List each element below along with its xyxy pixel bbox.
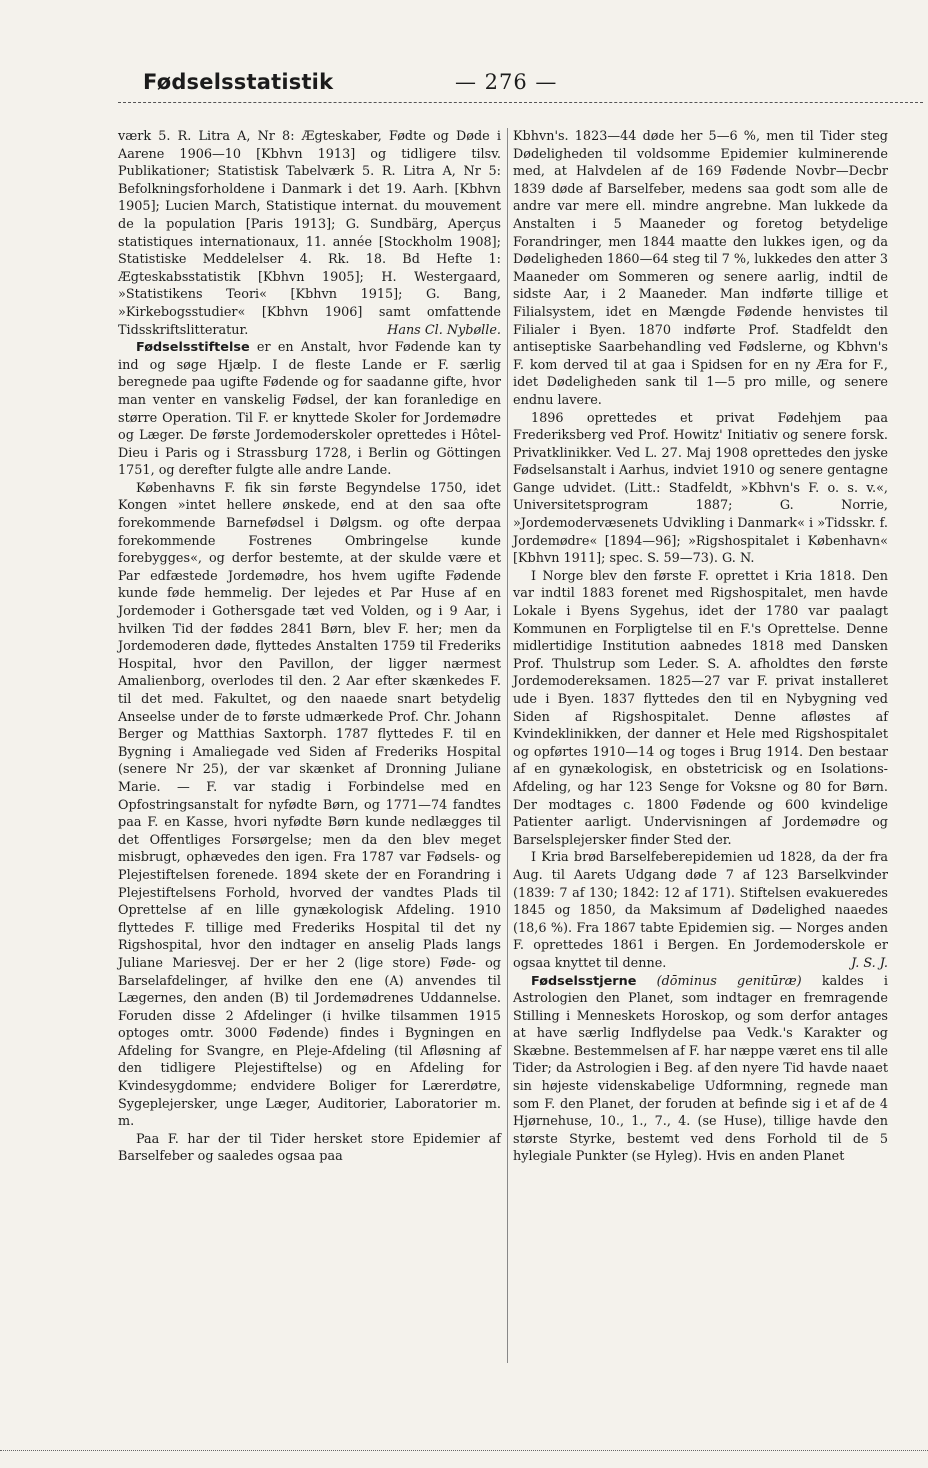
entry-foedselsstjerne (513, 973, 888, 1167)
left-column (118, 128, 501, 1166)
entry-text: kaldes i Astrologien den Planet, som indtager en fremragende Stilling i Menneskets Horoskop, og som derfor antages at have særlig Indflydelse paa Vedk.'s Karakter og Skæbne. Bestemmelsen af F. har næppe været ens til alle Tider; da Astrologien i Beg. af den nyere Tid havde naaet sin højeste videnskabelige Udformning, regnede man som F. den Planet, der foruden at befinde sig i et af de 4 Hjørnehuse, 10., 1., 7., 4. (se Huse), tillige havde den største Styrke, bestemt ved dens Forhold til de 5 hylegiale Punkter (se Hyleg). Hvis en anden Planet (513, 973, 888, 1165)
author-signature: Hans Cl. Nybølle. (387, 322, 501, 338)
header-rule (118, 102, 923, 103)
right-column (513, 128, 888, 1166)
paragraph-foedehjem: 1896 oprettedes et privat Fødehjem paa Frederiksberg ved Prof. Howitz' Initiativ og senere forsk. Privatklinikker. Ved L. 27. Maj 1908 oprettedes den jyske Fødselsanstalt i Aarhus, indviet 1910 og senere gentagne Gange udvidet. (Litt.: Stadfeldt, »Kbhvn's F. o. s. v.«, Universitetsprogram 1887; G. Norrie, »Jordemodervæsenets Udvikling i Danmark« i »Tidsskr. f. Jordemødre« [1894—96]; »Rigshospitalet i København« [Kbhvn 1911]; spec. S. 59—73). G. N. (513, 410, 888, 567)
paragraph-epidemier: Paa F. har der til Tider hersket store Epidemier af Barselfeber og saaledes ogsaa paa (118, 1131, 501, 1165)
column-divider (507, 128, 508, 1363)
entry-text: er en Anstalt, hvor Fødende kan ty ind og søge Hjælp. I de fleste Lande er F. særlig beregnede paa ugifte Fødende og for saadanne gifte, hvor man venter en vanskelig Fødsel, der kan foranledige en større Operation. Til F. er knyttede Skoler for Jordemødre og Læger. De første Jordemoderskoler oprettedes i Hôtel-Dieu i Paris og i Strassburg 1728, i Berlin og Göttingen 1751, og derefter fulgte alle andre Lande. (118, 340, 502, 479)
paragraph-koebenhavn: Københavns F. fik sin første Begyndelse 1750, idet Kongen »intet hellere ønskede, end at den saa ofte forekommende Barnefødsel i Dølgsm. og ofte derpaa forekommende Fostrenes Ombringelse kunde forebygges«, og derfor bestemte, at der skulde være et Par edfæstede Jordemødre, hos hvem ugifte Fødende kunde føde hemmelig. Der lejedes et Par Huse af en Jordemoder i Gothersgade tæt ved Volden, og i 9 Aar, i hvilken Tid der føddes 2841 Børn, blev F. her; men da Jordemoderen døde, flyttedes Anstalten 1759 til Frederiks Hospital, hvor den Pavillon, der ligger nærmest Amalienborg, overlodes til den. 2 Aar efter skænkedes F. til det med. Fakultet, og den naaede snart betydelig Anseelse under de to første udmærkede Prof. Chr. Johann Berger og Matthias Saxtorph. 1787 flyttedes F. til en Bygning i Amaliegade ved Siden af Frederiks Hospital (senere Nr 25), der var skænket af Dronning Juliane Marie. — F. var stadig i Forbindelse med en Opfostringsanstalt for nyfødte Børn, og 1771—74 fandtes paa F. en Kasse, hvori nyfødte Børn kunde nedlægges til det Offentliges Forsørgelse; men da den blev meget misbrugt, ophævedes den igen. Fra 1787 var Fødsels- og Plejestiftelsen forenede. 1894 skete der en Forandring i Plejestiftelsens Forhold, hvorved der vandtes Plads til Oprettelse af en lille gynækologisk Afdeling. 1910 flyttedes F. tillige med Frederiks Hospital til det ny Rigshospital, hvor den indtager en anselig Plads langs Juliane Mariesvej. Der er her 2 (lige store) Føde- og Barselafdelinger, af hvilke den ene (A) anvendes til Lægernes, den anden (B) til Jordemødrenes Uddannelse. Foruden disse 2 Afdelinger (i hvilke tilsammen 1915 optoges omtr. 3000 Fødende) findes i Bygningen en Afdeling for Svangre, en Pleje-Afdeling (til Afløsning af den tidligere Plejestiftelse) og en Afdeling for Kvindesygdomme; endvidere Boliger for Lærerdøtre, Sygeplejersker, unge Læger, Auditorier, Laboratorier m. m. (118, 480, 501, 1130)
author-signature: J. S. J. (851, 955, 888, 971)
bottom-border (0, 1450, 928, 1451)
page-number: — 276 — (455, 70, 558, 94)
paragraph-kria-text: I Kria brød Barselfeberepidemien ud 1828, da der fra Aug. til Aarets Udgang døde 7 af 123 Barselkvinder (1839: 7 af 130; 1842: 12 af 171). Stiftelsen evakueredes 1845 og 1850, da Maksimum af Dødelighed naaedes (18,6 %). Fra 1867 tabte Epidemien sig. — Norges anden F. oprettedes 1861 i Bergen. En Jordemoderskole er ogsaa knyttet til denne. (513, 850, 888, 971)
running-header-title: Fødselsstatistik (143, 70, 334, 94)
entry-foedselsstiftelse (118, 339, 501, 480)
entry-keyword: Fødselsstjerne (531, 973, 637, 989)
entry-keyword: Fødselsstiftelse (136, 340, 250, 356)
entry-latin-term: (dōminus genitūræ) (656, 973, 802, 989)
paragraph-norge: I Norge blev den første F. oprettet i Kria 1818. Den var indtil 1883 forenet med Rigshospitalet, men havde Lokale i Byens Sygehus, idet der 1780 var paalagt Kommunen en Forpligtelse til en F.'s Oprettelse. Denne midlertidige Institution aabnedes 1818 med Dansken Prof. Thulstrup som Leder. S. A. afholdtes den første Jordemodereksamen. 1825—27 var F. privat installeret ude i Byen. 1837 flyttedes den til en Nybygning ved Siden af Rigshospitalet. Denne afløstes af Kvindeklinikken, der danner et Hele med Rigshospitalet og opførtes 1910—14 og toges i Brug 1914. Den bestaar af en gynækologisk, en obstetricisk og en Isolations-Afdeling, og har 123 Senge for Voksne og 80 for Børn. Der modtages c. 1800 Fødende og 600 kvindelige Patienter aarligt. Undervisningen af Jordemødre og Barselsplejersker finder Sted der. (513, 568, 888, 848)
paragraph-doedelighed: Kbhvn's. 1823—44 døde her 5—6 %, men til Tider steg Dødeligheden til voldsomme Epidemier kulminerende med, at Halvdelen af de 169 Fødende Novbr—Decbr 1839 døde af Barselfeber, medens saa godt som alle de andre var mere ell. mindre angrebne. Man lukkede da Anstalten i 5 Maaneder og foretog betydelige Forandringer, men 1844 maatte den lukkes igen, og da Dødeligheden 1860—64 steg til 7 %, lukkedes den atter 3 Maaneder om Sommeren og senere aarlig, indtil de sidste Aar, i 2 Maaneder. Man indførte tillige et Filialsystem, idet en Mængde Fødende henvistes til Filialer i Byen. 1870 indførte Prof. Stadfeldt den antiseptiske Saarbehandling ved Fødslerne, og Kbhvn's F. kom derved til at gaa i Spidsen for en ny Æra for F., idet Dødeligheden sank til 1—5 pro mille, og senere endnu lavere. (513, 129, 888, 408)
paragraph-kria (513, 849, 888, 972)
bibliography-paragraph (118, 128, 501, 339)
bibliography-text: værk 5. R. Litra A, Nr 8: Ægteskaber, Fødte og Døde i Aarene 1906—10 [Kbhvn 1913] og tidligere tilsv. Publikationer; Statistisk Tabelværk 5. R. Litra A, Nr 5: Befolkningsforholdene i Danmark i det 19. Aarh. [Kbhvn 1905]; Lucien March, Statistique internat. du mouvement de la population [Paris 1913]; G. Sundbärg, Aperçus statistiques internationaux, 11. année [Stockholm 1908]; Statistiske Meddelelser 4. Rk. 18. Bd Hefte 1: Ægteskabsstatistik [Kbhvn 1905]; H. Westergaard, »Statistikens Teori« [Kbhvn 1915]; G. Bang, »Kirkebogsstudier« [Kbhvn 1906] samt omfattende Tidsskriftslitteratur. (118, 129, 501, 338)
